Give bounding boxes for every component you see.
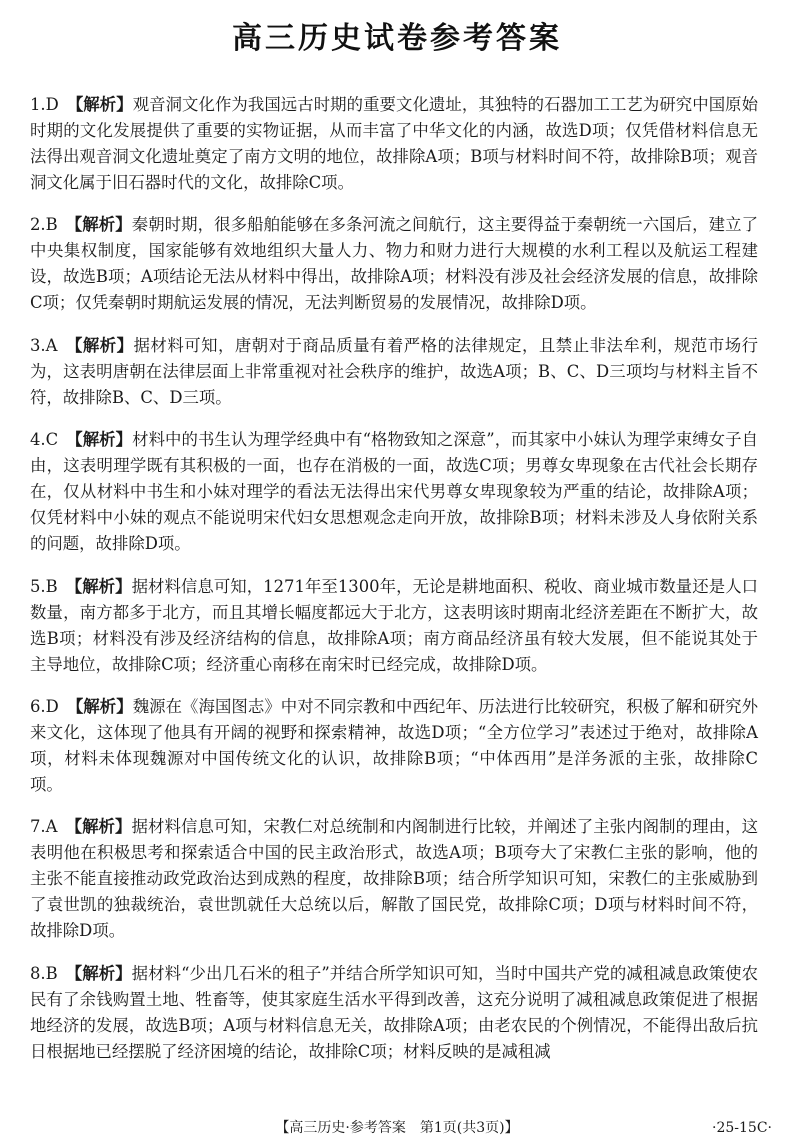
paper-code: ·25-15C·: [712, 1120, 772, 1136]
answer-text: 观音洞文化作为我国远古时期的重要文化遗址，其独特的石器加工工艺为研究中国原始时期的文化发展提供了重要的实物证据，从而丰富了中华文化的内涵，故选D项；仅凭借材料信息无法得出观音洞文化遗址奠定了南方文明的地位，故排除A项；B项与材料时间不符，故排除B项；观音洞文化属于旧石器时代的文化，故排除C项。: [30, 95, 759, 192]
answer-text: 秦朝时期，很多船舶能够在多条河流之间航行，这主要得益于秦朝统一六国后，建立了中央集权制度，国家能够有效地组织大量人力、物力和财力进行大规模的水利工程以及航运工程建设，故选B项；A项结论无法从材料中得出，故排除A项；材料没有涉及社会经济发展的信息，故排除C项；仅凭秦朝时期航运发展的情况，无法判断贸易的发展情况，故排除D项。: [30, 215, 759, 313]
answer-text: 据材料信息可知，宋教仁对总统制和内阁制进行比较，并阐述了主张内阁制的理由，这表明他在积极思考和探索适合中国的民主政治形式，故选A项；B项夸大了宋教仁主张的影响，他的主张不能直接推动政党政治达到成熟的程度，故排除B项；结合所学知识可知，宋教仁的主张威胁到了袁世凯的独裁统治，袁世凯就任大总统以后，解散了国民党，故排除C项；D项与材料时间不符，故排除D项。: [30, 817, 759, 941]
answer-item-7: [30, 814, 758, 944]
analysis-tag: 【解析】: [65, 335, 134, 355]
answer-item-6: [30, 694, 758, 798]
analysis-tag: 【解析】: [65, 963, 132, 983]
answer-number: 1.D: [30, 95, 59, 114]
page-title: 高三历史试卷参考答案: [232, 21, 562, 56]
analysis-tag: 【解析】: [65, 817, 132, 837]
answer-text: 材料中的书生认为理学经典中有“格物致知之深意”，而其家中小妹认为理学束缚女子自由，这表明理学既有其积极的一面，也存在消极的一面，故选C项；男尊女卑现象在古代社会长期存在，仅从材料中书生和小妹对理学的看法无法得出宋代男尊女卑现象较为严重的结论，故排除A项；仅凭材料中小妹的观点不能说明宋代妇女思想观念走向开放，故排除B项；材料未涉及人身依附关系的问题，故排除D项。: [30, 430, 758, 554]
answer-number: 7.A: [30, 817, 58, 837]
answer-number: 6.D: [30, 696, 59, 716]
answer-number: 5.B: [30, 576, 58, 596]
analysis-tag: 【解析】: [65, 215, 132, 235]
answer-text: 据材料信息可知，1271年至1300年，无论是耕地面积、税收、商业城市数量还是人口数量，南方都多于北方，而且其增长幅度都远大于北方，这表明该时期南北经济差距在不断扩大，故选B项；材料没有涉及经济结构的信息，故排除A项；南方商品经济虽有较大发展，但不能说其处于主导地位，故排除C项；经济重心南移在南宋时已经完成，故排除D项。: [30, 576, 758, 674]
answer-item-8: [30, 961, 758, 1065]
answer-text: 魏源在《海国图志》中对不同宗教和中西纪年、历法进行比较研究，积极了解和研究外来文化，这体现了他具有开阔的视野和探索精神，故选D项；“全方位学习”表述过于绝对，故排除A项，材料未体现魏源对中国传统文化的认识，故排除B项；“中体西用”是洋务派的主张，故排除C项。: [30, 696, 759, 794]
answer-text: 据材料可知，唐朝对于商品质量有着严格的法律规定，且禁止非法牟利，规范市场行为，这表明唐朝在法律层面上非常重视对社会秩序的维护，故选A项；B、C、D三项均与材料主旨不符，故排除B、C、D三项。: [30, 335, 758, 407]
answer-item-5: [30, 574, 758, 678]
answer-number: 2.B: [30, 215, 58, 235]
answer-number: 4.C: [30, 430, 59, 450]
analysis-tag: 【解析】: [66, 95, 133, 114]
analysis-tag: 【解析】: [66, 696, 133, 716]
answer-item-3: [30, 333, 758, 411]
answer-item-2: [30, 212, 758, 316]
analysis-tag: 【解析】: [66, 430, 133, 450]
answer-text: 据材料“少出几石米的租子”并结合所学知识可知，当时中国共产党的减租减息政策使农民有了余钱购置土地、牲畜等，使其家庭生活水平得到改善，这充分说明了减租减息政策促进了根据地经济的发展，故选B项；A项与材料信息无关，故排除A项；由老农民的个例情况，不能得出敌后抗日根据地已经摆脱了经济困境的结论，故排除C项；材料反映的是减租减: [30, 963, 759, 1061]
answer-list: [30, 92, 758, 1071]
answer-number: 8.B: [30, 963, 58, 983]
answer-number: 3.A: [30, 335, 58, 355]
analysis-tag: 【解析】: [65, 576, 132, 596]
answer-item-4: [30, 427, 758, 557]
answer-item-1: [30, 92, 758, 196]
page-footer: 【高三历史·参考答案 第1页(共3页)】: [275, 1120, 519, 1136]
